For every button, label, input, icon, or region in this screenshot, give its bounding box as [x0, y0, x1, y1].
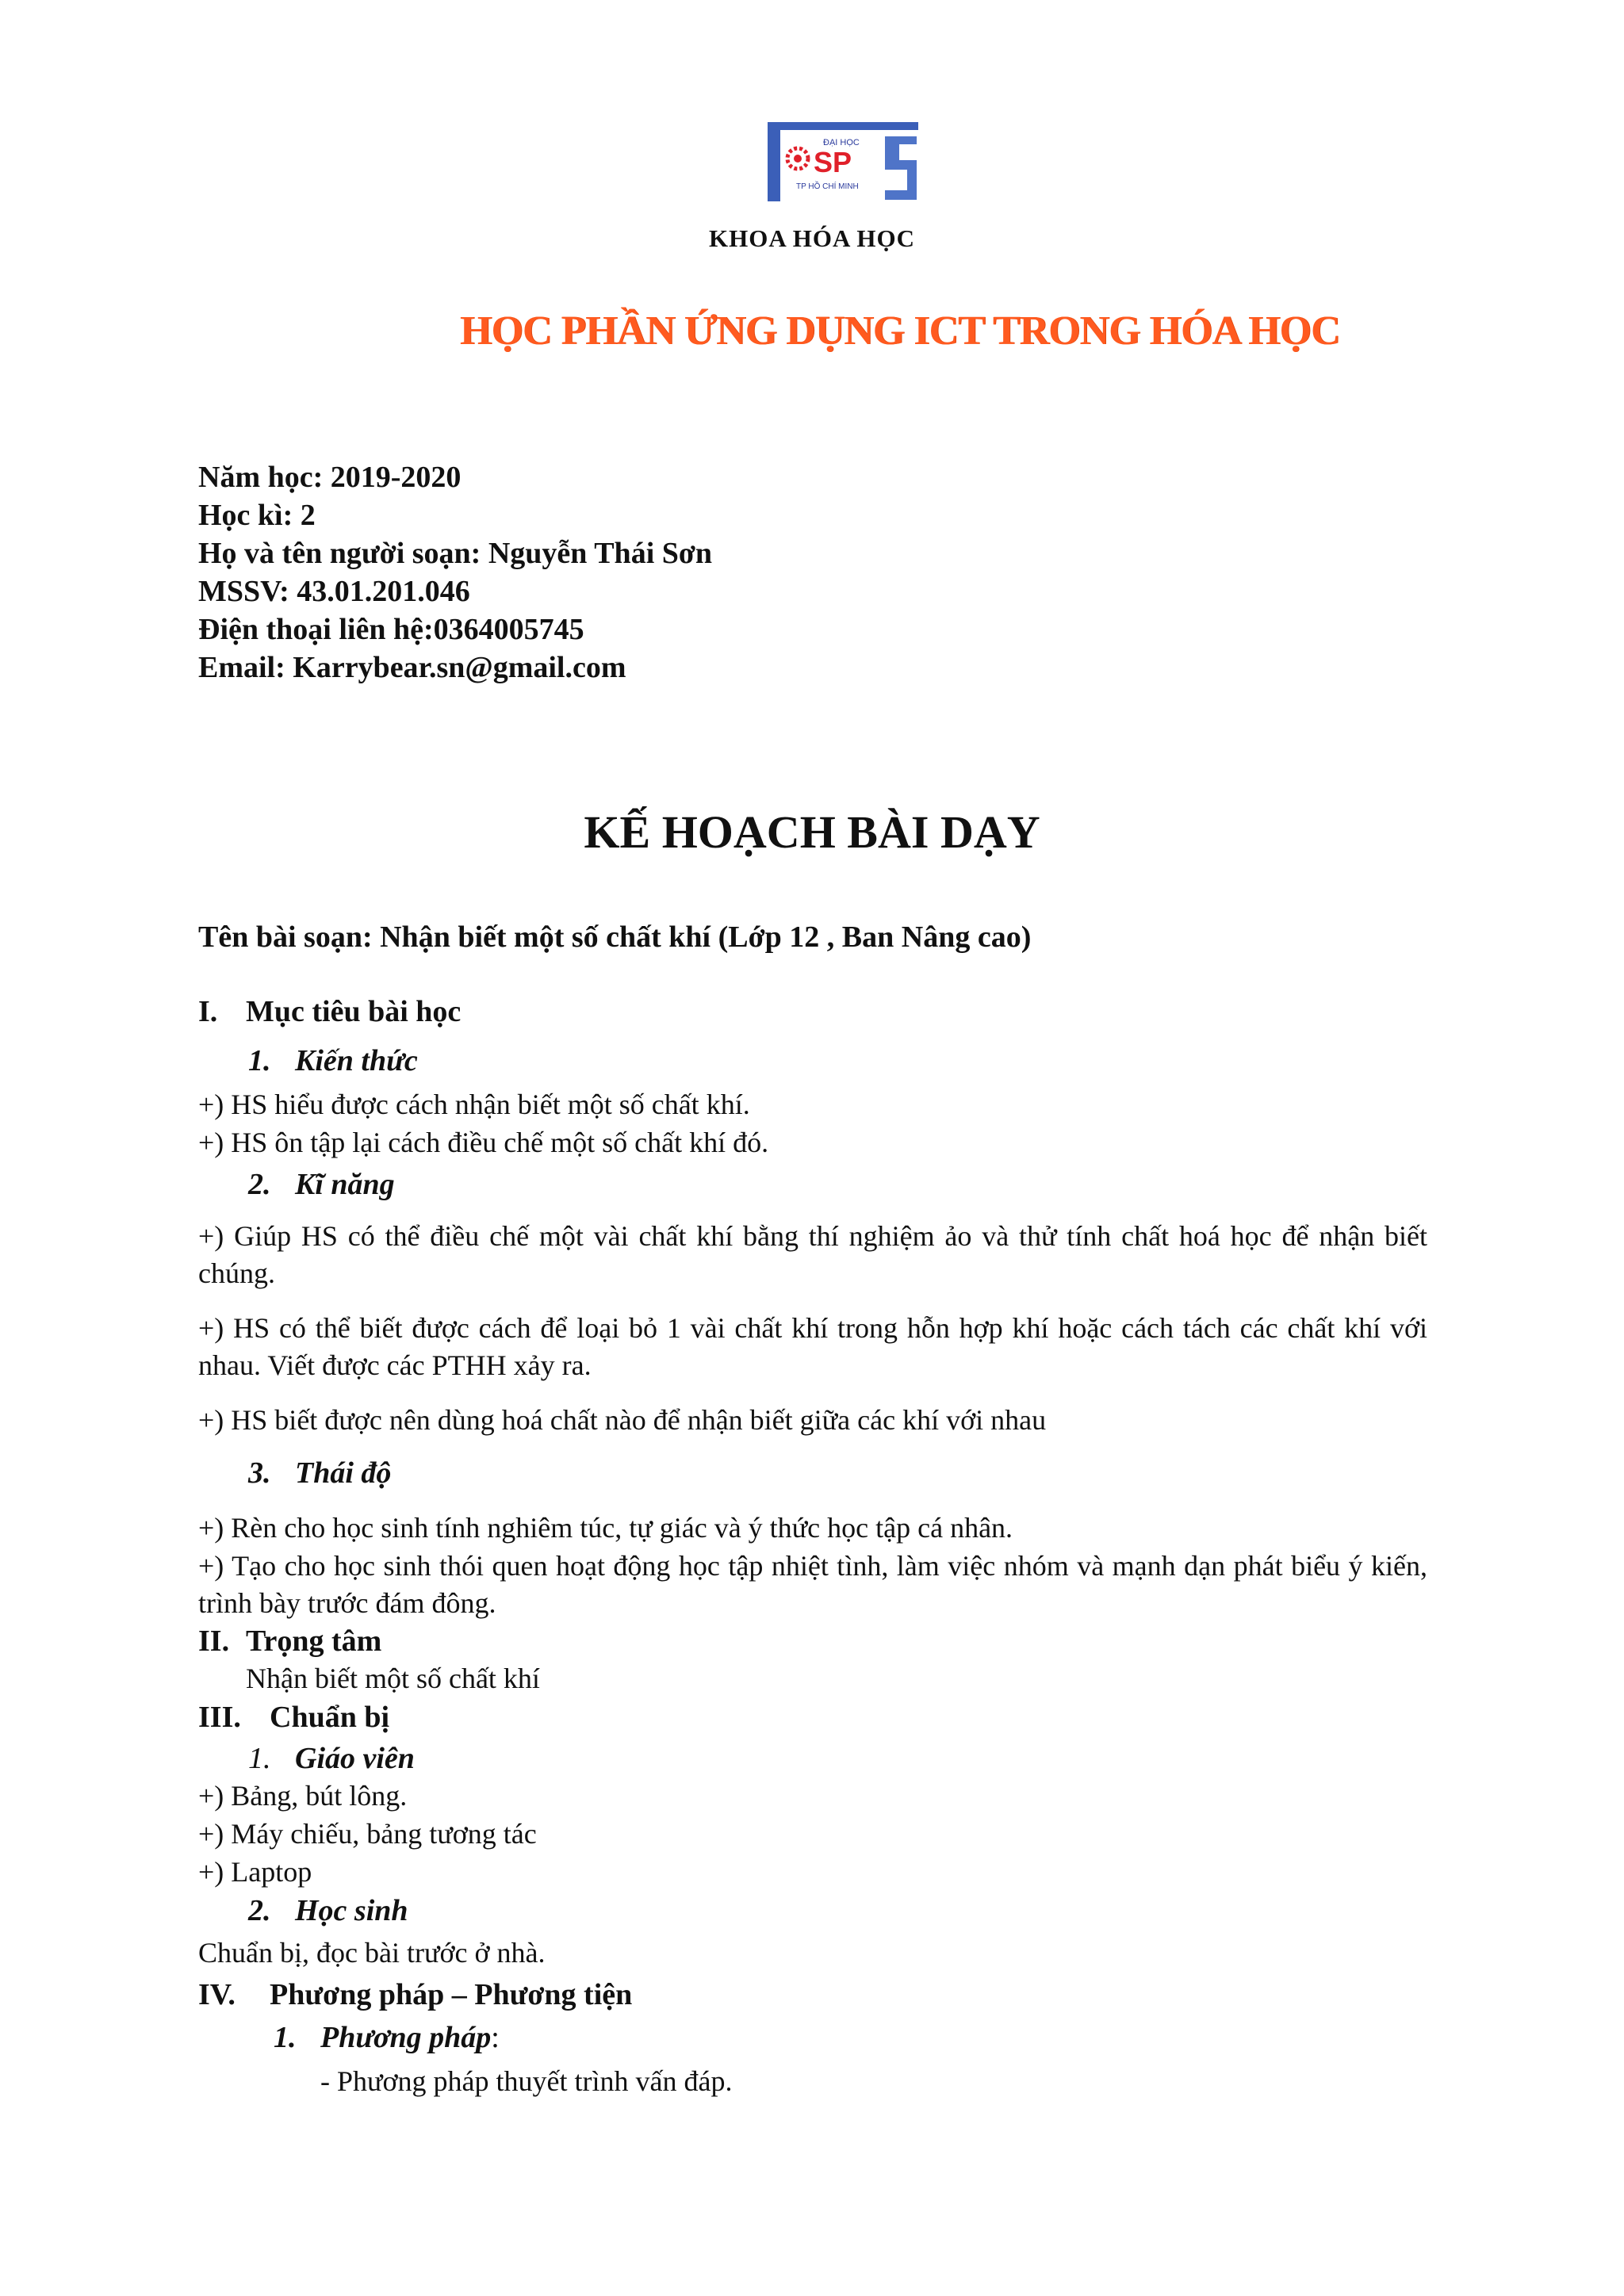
method-colon: :	[491, 2021, 500, 2054]
skills-heading: Kĩ năng	[295, 1168, 395, 1201]
section-1-heading: Mục tiêu bài học	[246, 995, 462, 1028]
teacher-heading: Giáo viên	[295, 1742, 415, 1775]
attitude-item-1: +) Rèn cho học sinh tính nghiêm túc, tự giác và ý thức học tập cá nhân.	[198, 1512, 1013, 1544]
logo-bottom-text: TP HỒ CHÍ MINH	[796, 182, 859, 191]
knowledge-heading: Kiến thức	[295, 1044, 418, 1077]
section-3-number: III.	[198, 1701, 241, 1734]
email: Email: Karrybear.sn@gmail.com	[198, 651, 626, 684]
skills-item-1: +) Giúp HS có thể điều chế một vài chất khí bằng thí nghiệm ảo và thử tính chất hoá học để nhận biết chúng.	[198, 1220, 1427, 1289]
section-3-heading: Chuẩn bị	[270, 1701, 390, 1734]
attitude-number: 3.	[248, 1456, 271, 1490]
skills-item-2: +) HS có thể biết được cách để loại bỏ 1 vài chất khí trong hỗn hợp khí hoặc cách tách các chất khí với nhau. Viết được các PTHH xảy ra.	[198, 1312, 1427, 1381]
method-heading: Phương pháp	[320, 2021, 492, 2054]
section-4-number: IV.	[198, 1978, 236, 2011]
student-number: 2.	[248, 1894, 271, 1927]
author-info	[198, 458, 712, 687]
semester: Học kì: 2	[198, 499, 316, 532]
logo-top-text: ĐẠI HỌC	[823, 138, 860, 147]
phone: Điện thoại liên hệ:0364005745	[198, 613, 584, 646]
section-2-heading: Trọng tâm	[246, 1624, 382, 1658]
skills-item-3: +) HS biết được nên dùng hoá chất nào để nhận biết giữa các khí với nhau	[198, 1404, 1047, 1436]
section-4-heading: Phương pháp – Phương tiện	[270, 1978, 633, 2011]
skills-number: 2.	[248, 1168, 271, 1201]
author-name: Họ và tên người soạn: Nguyễn Thái Sơn	[198, 537, 713, 570]
knowledge-item-2: +) HS ôn tập lại cách điều chế một số chất khí đó.	[198, 1127, 769, 1158]
student-id: MSSV: 43.01.201.046	[198, 575, 470, 608]
school-year: Năm học: 2019-2020	[198, 461, 462, 494]
teacher-number: 1.	[248, 1742, 271, 1775]
method-number: 1.	[274, 2021, 297, 2054]
course-title: HỌC PHẦN ỨNG DỤNG ICT TRONG HÓA HỌC	[460, 308, 1340, 354]
student-heading: Học sinh	[295, 1894, 408, 1927]
knowledge-number: 1.	[248, 1044, 271, 1077]
method-item-1: - Phương pháp thuyết trình vấn đáp.	[320, 2065, 733, 2097]
section-2-number: II.	[198, 1624, 230, 1658]
attitude-heading: Thái độ	[295, 1456, 392, 1490]
section-2-content: Nhận biết một số chất khí	[246, 1663, 540, 1694]
lesson-name: Tên bài soạn: Nhận biết một số chất khí (Lớp 12 , Ban Nâng cao)	[198, 920, 1032, 954]
faculty-name: KHOA HÓA HỌC	[708, 224, 916, 252]
teacher-item-3: +) Laptop	[198, 1856, 312, 1888]
knowledge-item-1: +) HS hiểu được cách nhận biết một số chất khí.	[198, 1089, 750, 1120]
section-1-number: I.	[198, 995, 218, 1028]
method-heading-line	[320, 2020, 500, 2055]
attitude-item-2: +) Tạo cho học sinh thói quen hoạt động học tập nhiệt tình, làm việc nhóm và mạnh dạn phát biểu ý kiến, trình bày trước đám đông.	[198, 1550, 1427, 1619]
teacher-item-1: +) Bảng, bút lông.	[198, 1780, 408, 1812]
logo-main-text: SP	[814, 146, 852, 178]
university-logo	[766, 121, 921, 206]
student-content: Chuẩn bị, đọc bài trước ở nhà.	[198, 1937, 546, 1969]
teacher-item-2: +) Máy chiếu, bảng tương tác	[198, 1818, 537, 1850]
document-title: KẾ HOẠCH BÀI DẠY	[584, 806, 1040, 858]
